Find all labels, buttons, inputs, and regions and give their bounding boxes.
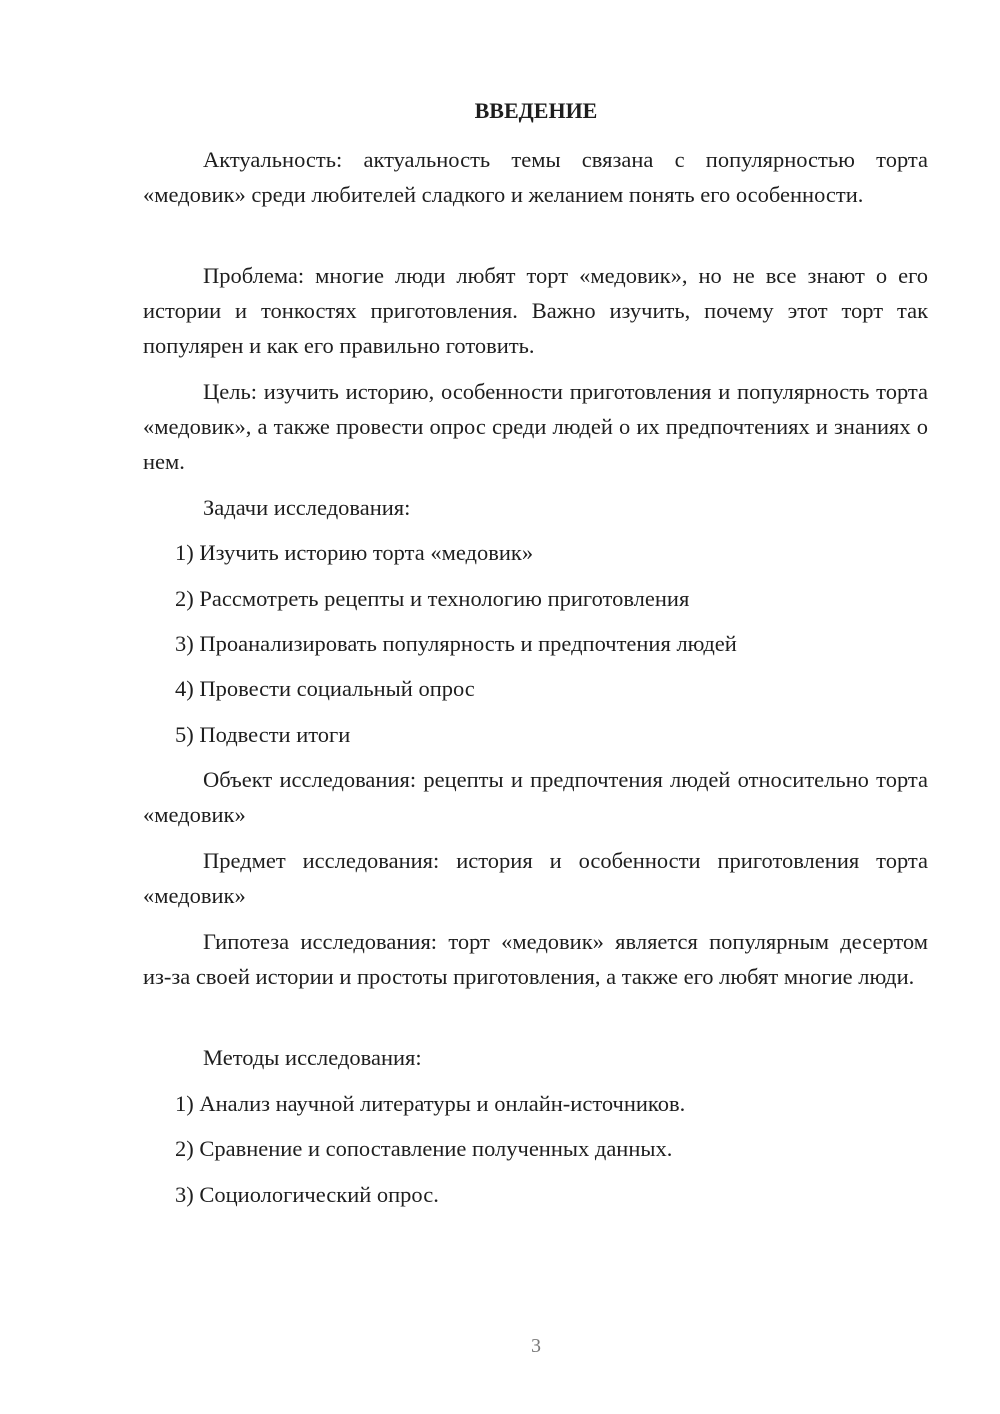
tasks-heading: Задачи исследования: [203, 495, 411, 520]
method-item-1: 1) Анализ научной литературы и онлайн-источников. [175, 1091, 686, 1116]
task-item-1: 1) Изучить историю торта «медовик» [175, 540, 534, 565]
goal-paragraph: Цель: изучить историю, особенности приготовления и популярность торта «медовик», а также провести опрос среди людей о их предпочтениях и знаниях о нем. [143, 379, 928, 474]
task-item-3: 3) Проанализировать популярность и предпочтения людей [175, 631, 737, 656]
object-paragraph: Объект исследования: рецепты и предпочтения людей относительно торта «медовик» [143, 767, 928, 827]
subject-paragraph: Предмет исследования: история и особенности приготовления торта «медовик» [143, 848, 928, 908]
task-item-5: 5) Подвести итоги [175, 722, 351, 747]
problem-paragraph: Проблема: многие люди любят торт «медовик», но не все знают о его истории и тонкостях приготовления. Важно изучить, почему этот торт так популярен и как его правильно готовить. [143, 263, 928, 358]
method-item-3: 3) Социологический опрос. [175, 1182, 439, 1207]
task-item-4: 4) Провести социальный опрос [175, 676, 475, 701]
method-item-2: 2) Сравнение и сопоставление полученных данных. [175, 1136, 673, 1161]
methods-heading: Методы исследования: [203, 1045, 422, 1070]
section-title: ВВЕДЕНИЕ [474, 98, 598, 123]
task-item-2: 2) Рассмотреть рецепты и технологию приготовления [175, 586, 690, 611]
page-number: 3 [531, 1335, 541, 1357]
hypothesis-paragraph: Гипотеза исследования: торт «медовик» является популярным десертом из-за своей истории и простоты приготовления, а также его любят многие люди. [143, 929, 928, 989]
relevance-paragraph: Актуальность: актуальность темы связана с популярностью торта «медовик» среди любителей сладкого и желанием понять его особенности. [143, 147, 928, 207]
